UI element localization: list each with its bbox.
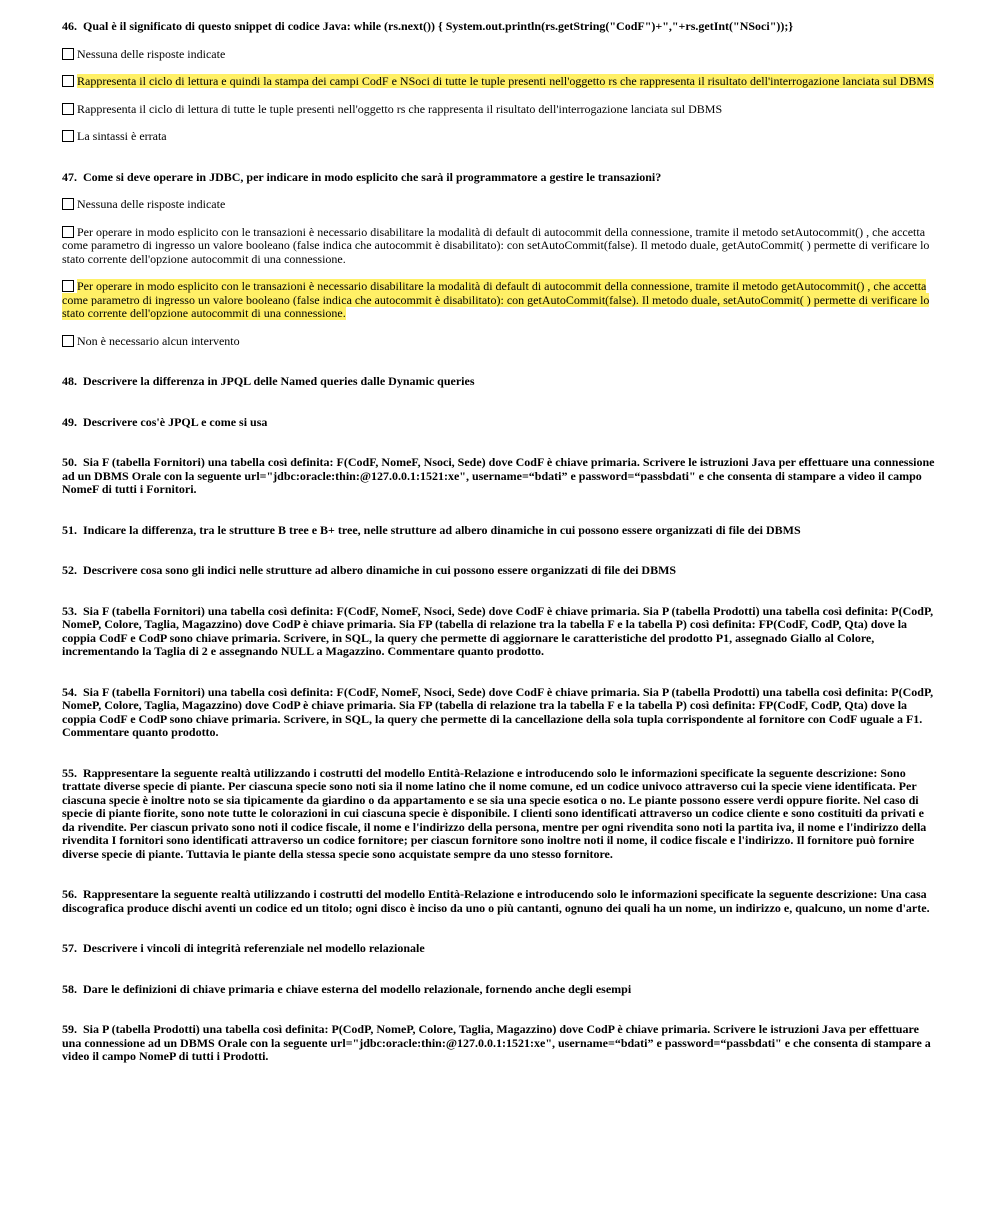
question-text: Come si deve operare in JDBC, per indicare in modo esplicito che sarà il programmatore a gestire le transazioni? xyxy=(83,169,662,184)
checkbox[interactable] xyxy=(62,103,74,115)
question-number: 46. xyxy=(62,19,77,33)
checkbox[interactable] xyxy=(62,335,74,347)
question-number: 50. xyxy=(62,455,77,469)
question-48 xyxy=(62,375,936,389)
question-text: Sia P (tabella Prodotti) una tabella così definita: P(CodP, NomeP, Colore, Taglia, Magazzino) dove CodP è chiave primaria. Scrivere le istruzioni Java per effettuare una connessione ad un DBMS Orale con la seguente url="jdbc:oracle:thin:@127.0.0.1:1521:xe", username=“bdati” e password=“passbdati" e che consenta di stampare a video il campo NomeP di tutti i Prodotti. xyxy=(62,1022,931,1063)
question-text: Descrivere cosa sono gli indici nelle strutture ad albero dinamiche in cui possono essere organizzati di file dei DBMS xyxy=(83,563,677,577)
question-59 xyxy=(62,1023,936,1064)
question-text: Rappresentare la seguente realtà utilizzando i costrutti del modello Entità-Relazione e introducendo solo le informazioni specificate la seguente descrizione: Una casa discografica produce dischi aventi un codice ed un titolo; ogni disco è inciso da uno o più cantanti, ognuno dei quali ha un nome, un indirizzo e, qualcuno, un nome d'arte. xyxy=(62,887,930,915)
question-title xyxy=(62,171,936,185)
question-57 xyxy=(62,942,936,956)
answer-option-highlighted[interactable] xyxy=(62,280,936,321)
question-text: Descrivere la differenza in JPQL delle Named queries dalle Dynamic queries xyxy=(83,374,475,388)
question-number: 57. xyxy=(62,941,77,955)
answer-option[interactable] xyxy=(62,48,936,62)
option-text: La sintassi è errata xyxy=(77,129,167,143)
question-53 xyxy=(62,605,936,659)
question-number: 58. xyxy=(62,981,77,996)
question-number: 56. xyxy=(62,887,77,901)
question-number: 55. xyxy=(62,765,77,780)
question-47 xyxy=(62,171,936,349)
question-number: 53. xyxy=(62,603,77,618)
quiz-document xyxy=(62,20,936,1091)
answer-option[interactable] xyxy=(62,130,936,144)
question-text: Descrivere i vincoli di integrità referenziale nel modello relazionale xyxy=(83,941,425,955)
question-46 xyxy=(62,20,936,144)
checkbox[interactable] xyxy=(62,198,74,210)
question-text: Sia F (tabella Fornitori) una tabella così definita: F(CodF, NomeF, Nsoci, Sede) dove CodF è chiave primaria. Scrivere le istruzioni Java per effettuare una connessione ad un DBMS Orale con la seguente url="jdbc:oracle:thin:@127.0.0.1:1521:xe", username=“bdati” e password=“passbdati" e che consenta di stampare a video il campo NomeF di tutti i Fornitori. xyxy=(62,455,935,496)
question-52 xyxy=(62,564,936,578)
question-58 xyxy=(62,983,936,997)
checkbox[interactable] xyxy=(62,226,74,238)
checkbox[interactable] xyxy=(62,75,74,87)
question-text: Rappresentare la seguente realtà utilizzando i costrutti del modello Entità-Relazione e introducendo solo le informazioni specificate la seguente descrizione: Sono trattate diverse specie di piante. Per ciascuna specie sono noti sia il nome latino che il nome comune, ed un codice univoco attraverso cui la specie viene identificata. Per ciascuna specie è inoltre noto se sia tipicamente da giardino o da appartamento e se sia una specie esotica o no. Le piante possono essere verdi oppure fiorite. Nel caso di specie di piante fiorite, sono note tutte le colorazioni in cui ciascuna specie è disponibile. I clienti sono identificati attraverso un codice cliente e sono costituiti da privati e da rivendite. Per ciascun privato sono noti il codice fiscale, il nome e l'indirizzo della persona, mentre per ogni rivendita sono noti la partita iva, il nome e l'indirizzo della rivendita I fornitori sono identificati attraverso un codice fornitore; per ciascun fornitore sono inoltre noti il nome, il codice fiscale e l'indirizzo. Il fornitore può fornire diverse specie di piante. Tuttavia le piante della stessa specie sono acquistate sempre da uno stesso fornitore. xyxy=(62,765,927,861)
option-text: Per operare in modo esplicito con le transazioni è necessario disabilitare la modalità di default di autocommit della connessione, tramite il metodo setAutocommit() , che accetta come parametro di ingresso un valore booleano (false indica che autocommit è disabilitato): con setAutoCommit(false). Il metodo duale, getAutoCommit( ) permette di verificare lo stato corrente dell'opzione autocommit di una connessione. xyxy=(62,224,930,266)
question-title xyxy=(62,20,936,34)
checkbox[interactable] xyxy=(62,130,74,142)
question-55 xyxy=(62,767,936,862)
answer-option[interactable] xyxy=(62,335,936,349)
question-number: 49. xyxy=(62,414,77,429)
question-number: 48. xyxy=(62,374,77,388)
question-number: 47. xyxy=(62,169,77,184)
question-50 xyxy=(62,456,936,497)
option-text: Per operare in modo esplicito con le transazioni è necessario disabilitare la modalità di default di autocommit della connessione, tramite il metodo getAutocommit() , che accetta come parametro di ingresso un valore booleano (false indica che autocommit è disabilitato): con getAutoCommit(false). Il metodo duale, setAutoCommit( ) permette di verificare lo stato corrente dell'opzione autocommit di una connessione. xyxy=(62,279,930,320)
question-54 xyxy=(62,686,936,740)
question-49 xyxy=(62,416,936,430)
question-number: 59. xyxy=(62,1022,77,1036)
checkbox[interactable] xyxy=(62,48,74,60)
question-number: 51. xyxy=(62,522,77,537)
question-text: Dare le definizioni di chiave primaria e chiave esterna del modello relazionale, fornendo anche degli esempi xyxy=(83,981,632,996)
question-number: 54. xyxy=(62,684,77,699)
question-text: Sia F (tabella Fornitori) una tabella così definita: F(CodF, NomeF, Nsoci, Sede) dove CodF è chiave primaria. Sia P (tabella Prodotti) una tabella così definita: P(CodP, NomeP, Colore, Taglia, Magazzino) dove CodP è chiave primaria. Sia FP (tabella di relazione tra la tabella F e la tabella P) così definita: FP(CodF, CodP, Qta) dove la coppia CodF e CodP sono chiave primaria. Scrivere, in SQL, la query che permette di la cancellazione della sola tupla corrispondente al fornitore con CodF uguale a F1. Commentare quanto prodotto. xyxy=(62,684,934,739)
option-text: Rappresenta il ciclo di lettura e quindi la stampa dei campi CodF e NSoci di tutte le tuple presenti nell'oggetto rs che rappresenta il risultato dell'interrogazione lanciata sul DBMS xyxy=(77,74,934,88)
answer-option[interactable] xyxy=(62,198,936,212)
question-text: Qual è il significato di questo snippet di codice Java: while (rs.next()) { System.out.println(rs.getString("CodF")+","+rs.getInt("NSoci"));} xyxy=(83,19,794,33)
question-51 xyxy=(62,524,936,538)
question-56 xyxy=(62,888,936,915)
option-text: Non è necessario alcun intervento xyxy=(77,333,240,348)
question-text: Indicare la differenza, tra le strutture B tree e B+ tree, nelle strutture ad albero dinamiche in cui possono essere organizzati di file dei DBMS xyxy=(83,522,801,537)
answer-option-highlighted[interactable] xyxy=(62,75,936,89)
question-number: 52. xyxy=(62,563,77,577)
option-text: Nessuna delle risposte indicate xyxy=(77,197,226,211)
option-text: Rappresenta il ciclo di lettura di tutte le tuple presenti nell'oggetto rs che rappresenta il risultato dell'interrogazione lanciata sul DBMS xyxy=(77,101,723,116)
answer-option[interactable] xyxy=(62,226,936,267)
answer-option[interactable] xyxy=(62,103,936,117)
question-text: Descrivere cos'è JPQL e come si usa xyxy=(83,414,268,429)
question-text: Sia F (tabella Fornitori) una tabella così definita: F(CodF, NomeF, Nsoci, Sede) dove CodF è chiave primaria. Sia P (tabella Prodotti) una tabella così definita: P(CodP, NomeP, Colore, Taglia, Magazzino) dove CodP è chiave primaria. Sia FP (tabella di relazione tra la tabella F e la tabella P) così definita: FP(CodF, CodP, Qta) dove la coppia CodF e CodP sono chiave primaria. Scrivere, in SQL, la query che permette di aggiornare le caratteristiche del prodotto P1, assegnado Giallo al Colore, incrementando la Taglia di 2 e assegnando NULL a Magazzino. Commentare quanto prodotto. xyxy=(62,603,934,658)
option-text: Nessuna delle risposte indicate xyxy=(77,46,226,61)
checkbox[interactable] xyxy=(62,280,74,292)
